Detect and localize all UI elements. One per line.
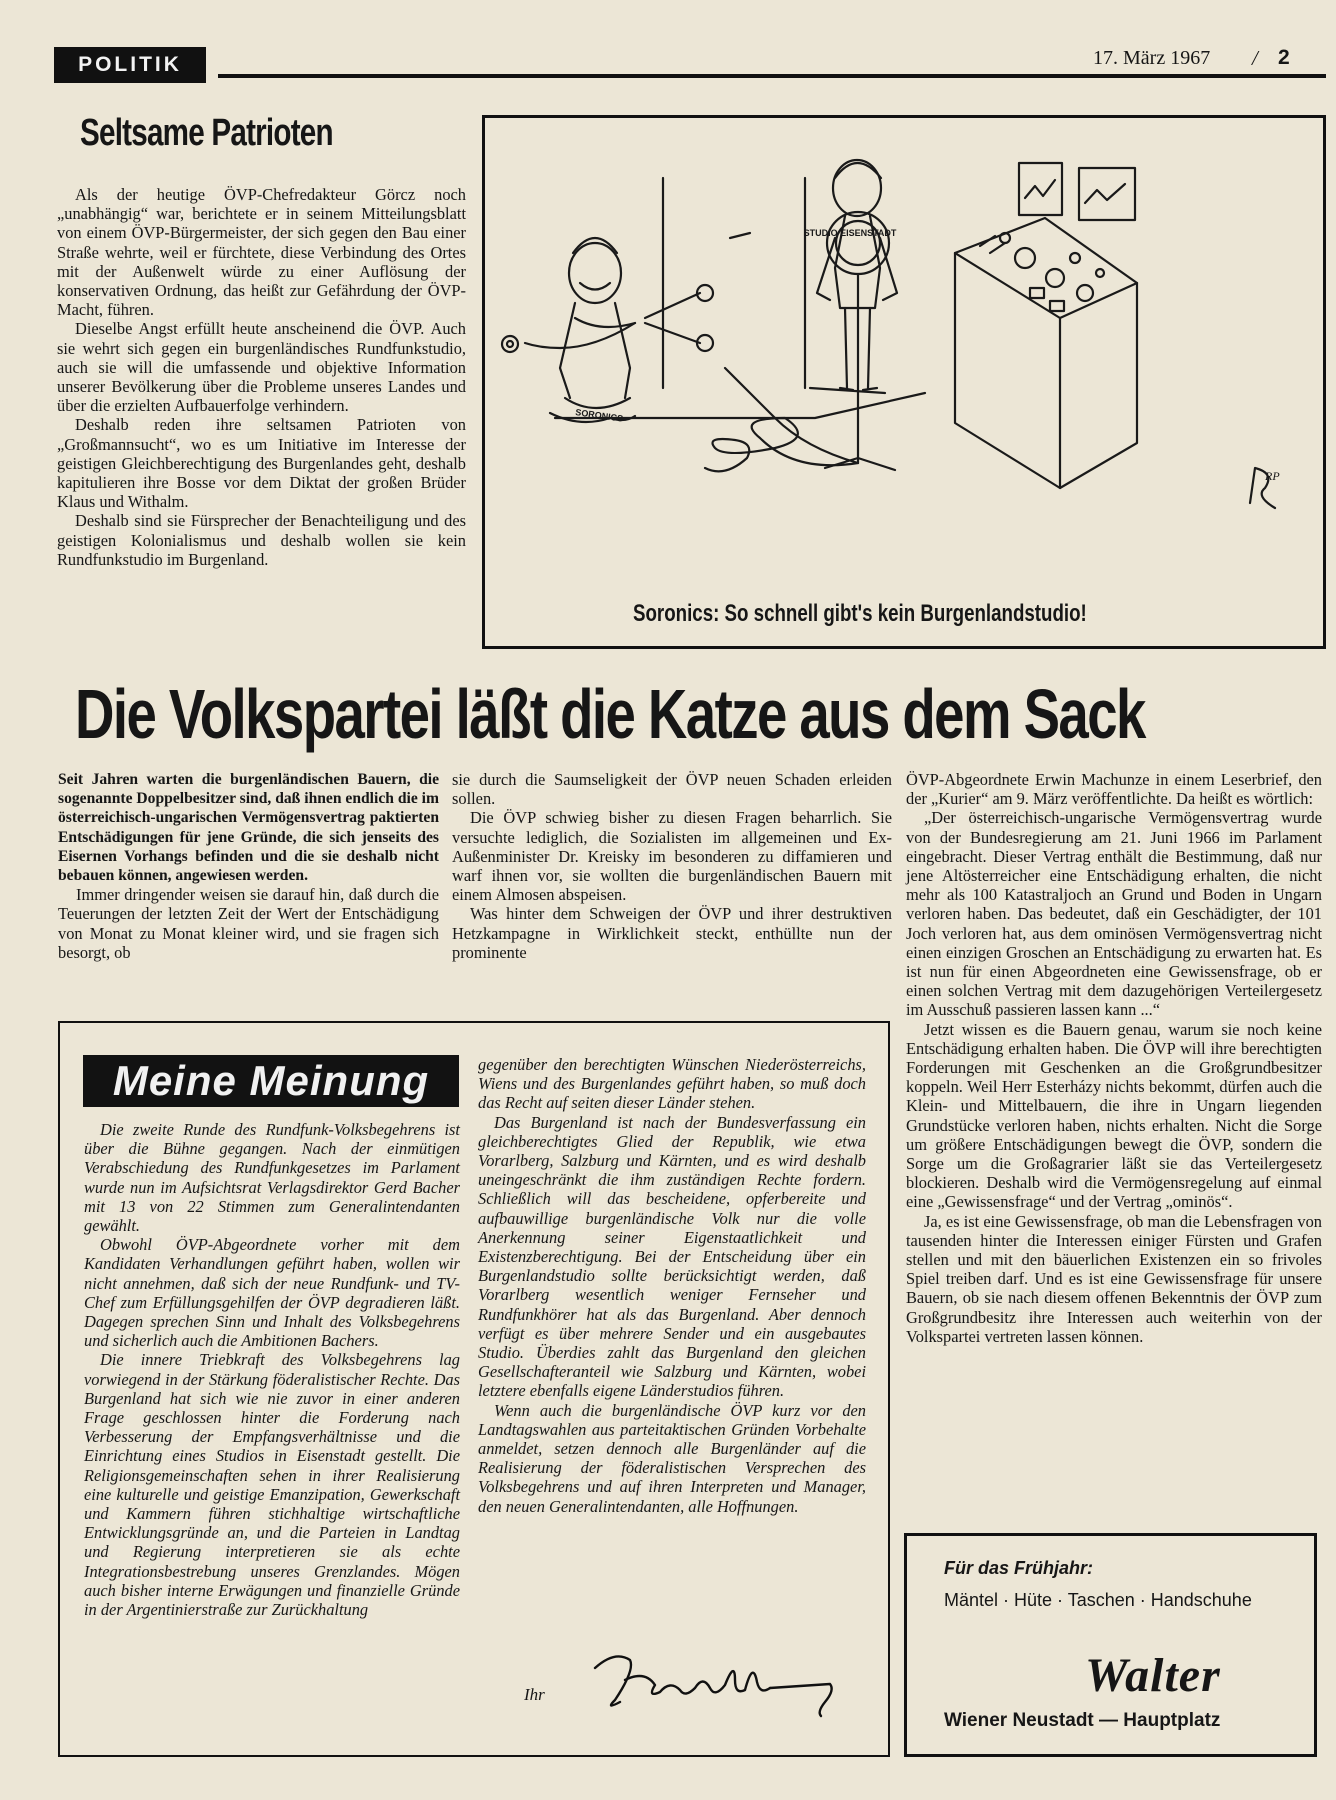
opinion-paragraph: Die innere Triebkraft des Volksbegehrens lag vorwiegend in der Stärkung föderalistischer Rechte. Das Burgenland hat sich wie nie zuvor in einer anderen Frage geschlossen hinter die Forderung nach Verbesserung der Empfangsverhältnisse und die Einrichtung eines Studios in Eisenstadt gestellt. Die Religionsgemeinschaften sehen in ihrer Realisierung eine kulturelle und geistige Emanzipation, Gewerkschaft und Kammern führen stichhaltige wirtschaftliche Entwicklungsgründe an, und die Parteien in Landtag und Regierung interpretieren sie als echte Integrationsbestrebung unseres Grenzlandes. Mögen auch bisher interne Erwägungen und finanzielle Gründe in der Argentinierstraße zur Zurückhaltung [84,1350,460,1620]
cartoon-frame [482,115,1326,649]
header-rule [218,74,1326,78]
handwritten-signature [585,1640,855,1720]
signature-prefix: Ihr [524,1685,545,1704]
article-1-paragraph: Deshalb sind sie Fürsprecher der Benachteiligung und des geistigen Kolonialismus und deshalb wollen sie kein Rundfunkstudio im Burgenland. [57,511,466,569]
article-2-headline: Die Volkspartei läßt die Katze aus dem Sack [75,675,1145,753]
article-1-paragraph: Deshalb reden ihre seltsamen Patrioten von „Großmannsucht“, wo es um Initiative im Interesse der geistigen Gleichberechtigung des Burgenlandes geht, deshalb kapitulieren ihre Bosse vor dem Diktat der großen Brüder Klaus und Withalm. [57,415,466,512]
article-2-paragraph: Immer dringender weisen sie darauf hin, daß durch die Teuerungen der letzten Zeit der Wert der Entschädigung von Monat zu Monat kleiner wird, und sie fragen sich besorgt, ob [58,885,439,962]
article-1-paragraph: Dieselbe Angst erfüllt heute anscheinend die ÖVP. Auch sie wehrt sich gegen ein burgenländisches Rundfunkstudio, auch sie will die umfassende und objektive Information unserer Bevölkerung über die Probleme unseres Landes und über die erzielten Aufbauerfolge verhindern. [57,319,466,416]
opinion-column-2 [478,1055,866,1516]
article-1-paragraph: Als der heutige ÖVP-Chefredakteur Görcz noch „unabhängig“ war, berichtete er in seinem Mitteilungsblatt von einem ÖVP-Bürgermeister, der sich gegen den Bau einer Straße wehrte, weil er fürchtete, diese Verbindung des Ortes mit der Außenwelt würde zu einer Auflösung der konservativen Ordnung, das heißt zur Gefährdung der ÖVP-Macht, führen. [57,185,466,320]
article-2-lead: Seit Jahren warten die burgenländischen Bauern, die sogenannte Doppelbesitzer sind, daß ihnen endlich die im österreichisch-ungarischen Vermögensvertrag paktierten Entschädigungen für jene Gründe, die sich jenseits des Eisernen Vorhangs befinden und die sie deshalb nicht bebauen können, angewiesen werden. [58,771,439,885]
cartoon-artist-mark: RP [1265,469,1280,483]
ad-items: Mäntel · Hüte · Taschen · Handschuhe [944,1590,1252,1610]
page-slash: / [1252,46,1258,70]
opinion-paragraph: gegenüber den berechtigten Wünschen Niederösterreichs, Wiens und des Burgenlandes geführt haben, so muß doch das Recht auf seiten dieser Länder stehen. [478,1055,866,1113]
page-number: 2 [1278,46,1290,69]
ad-address: Wiener Neustadt — Hauptplatz [944,1710,1221,1731]
opinion-column-1 [84,1120,460,1619]
opinion-title: Meine Meinung [83,1055,459,1107]
opinion-paragraph: Wenn auch die burgenländische ÖVP kurz vor den Landtagswahlen aus parteitaktischen Gründen Vorbehalte anmeldet, setzen dennoch alle Burgenländer auf die Realisierung der föderalistischen Versprechen des Volksbegehrens und auf ihren Interpreten und Manager, den neuen Generalintendanten, alle Hoffnungen. [478,1400,866,1516]
opinion-paragraph: Das Burgenland ist nach der Bundesverfassung ein gleichberechtigtes Glied der Republik, wie etwa Vorarlberg, Salzburg und Kärnten, und es wird deshalb uneingeschränkt die ihm zuständigen Rechte fordern. Schließlich will das bescheidene, opferbereite und aufbauwillige burgenländische Volk nur die volle Anerkennung seiner Eigenstaatlichkeit und Existenzberechtigung. Bei der Entscheidung über ein Burgenlandstudio sollte berücksichtigt werden, daß Vorarlberg wesentlich weniger Fernseher und Rundfunkhörer hat als das Burgenland. Aber dennoch verfügt es über mehrere Sender und ein ausgebautes Studio. Überdies zahlt das Burgenland den gleichen Gesellschafteranteil wie Salzburg und Kärnten, wobei letztere ebenfalls eigene Länderstudios führen. [478,1112,866,1401]
section-label: POLITIK [54,47,206,83]
cartoon-shoe-label: SORONICS [574,407,624,424]
cartoon-mic-label: STUDIO EISENSTADT [803,228,897,238]
ad-heading: Für das Frühjahr: [944,1558,1094,1578]
issue-date: 17. März 1967 [1093,47,1211,69]
article-2-paragraph: Die ÖVP schwieg bisher zu diesen Fragen beharrlich. Sie versuchte lediglich, die Sozialisten im allgemeinen und Ex-Außenminister Dr. Kreisky im besonderen zu diffamieren und warf ihnen vor, sie wollten die burgenländischen Bauern mit einem Almosen abspeisen. [452,808,892,905]
article-2-paragraph: ÖVP-Abgeordnete Erwin Machunze in einem Leserbrief, den der „Kurier“ am 9. März veröffentlichte. Da heißt es wörtlich: [906,770,1322,809]
article-2-column-2 [452,770,892,962]
article-2-paragraph: sie durch die Saumseligkeit der ÖVP neuen Schaden erleiden sollen. [452,770,892,809]
article-2-column-3 [906,770,1322,1346]
article-2-column-1 [58,770,439,962]
opinion-paragraph: Obwohl ÖVP-Abgeordnete vorher mit dem Kandidaten Verhandlungen geführt haben, wollen wir nicht annehmen, daß sich der neue Rundfunk- und TV-Chef zum Erfüllungsgehilfen der ÖVP degradieren läßt. Dagegen sprechen Sinn und Inhalt des Volksbegehrens und sicherlich auch die Ambitionen Bachers. [84,1235,460,1351]
article-2-quote: „Der österreichisch-ungarische Vermögensvertrag wurde von der Bundesregierung am 21. Juni 1966 im Parlament eingebracht. Dieser Vertrag enthält die Bestimmung, daß nur jene Altösterreicher eine Entschädigung erhalten, die nicht mehr als 100 Katastraljoch an Grund und Boden in Ungarn verloren haben. Das bedeutet, daß ein Geschädigter, der 101 Joch verloren hat, aus dem ominösen Vermögensvertrag nicht einen einzigen Groschen an Entschädigung zu erwarten hat. Es ist nun für einen Abgeordneten eine Gewissensfrage, ob er einen solchen Vertrag mit dem dazugehörigen Verteilergesetz im Ausschuß passieren lassen kann ...“ [906,808,1322,1020]
cartoon-caption: Soronics: So schnell gibt's kein Burgenlandstudio! [633,600,1087,627]
article-1-headline: Seltsame Patrioten [80,112,333,154]
opinion-paragraph: Die zweite Runde des Rundfunk-Volksbegehrens ist über die Bühne gegangen. Nach der einmütigen Verabschiedung des Rundfunkgesetzes im Parlament wurde nun im Aufsichtsrat Verlagsdirektor Gerd Bacher mit 13 von 22 Stimmen zum Generalintendanten gewählt. [84,1120,460,1236]
article-2-paragraph: Jetzt wissen es die Bauern genau, warum sie noch keine Entschädigung erhalten haben. Die ÖVP will ihre berechtigten Forderungen mit Geschenken an die Großgrundbesitzer koppeln. Weil Herr Esterházy nichts bekommt, dürfen auch die Klein- und Mittelbauern, die ihre in Ungarn liegenden Grundstücke verloren haben, nichts erhalten. Nicht die Sorge um größere Entschädigungen bewegt die ÖVP, sondern die Sorge um die Großagrarier läßt sie das Verteilergesetz blockieren. Deshalb wird die Vermögensregelung auf einmal eine „Gewissensfrage“ und der Vertrag „ominös“. [906,1019,1322,1212]
article-2-paragraph: Ja, es ist eine Gewissensfrage, ob man die Lebensfragen von tausenden hinter die Interessen einiger Fürsten und Grafen stellen und mit den bäuerlichen Existenzen ein so frivoles Spiel treiben darf. Und es ist eine Gewissensfrage für unsere Bauern, ob sie nach diesem offenen Bekenntnis der ÖVP zum Großgrundbesitz ihre Interessen auch weiterhin von der Volkspartei vertreten lassen können. [906,1211,1322,1346]
signature-graphic [585,1640,855,1724]
ad-brand: Walter [1085,1649,1221,1702]
cartoon-illustration [485,118,1323,646]
article-2-paragraph: Was hinter dem Schweigen der ÖVP und ihrer destruktiven Hetzkampagne in Wirklichkeit steckt, enthüllte nun der prominente [452,904,892,962]
article-1-body [57,185,466,569]
